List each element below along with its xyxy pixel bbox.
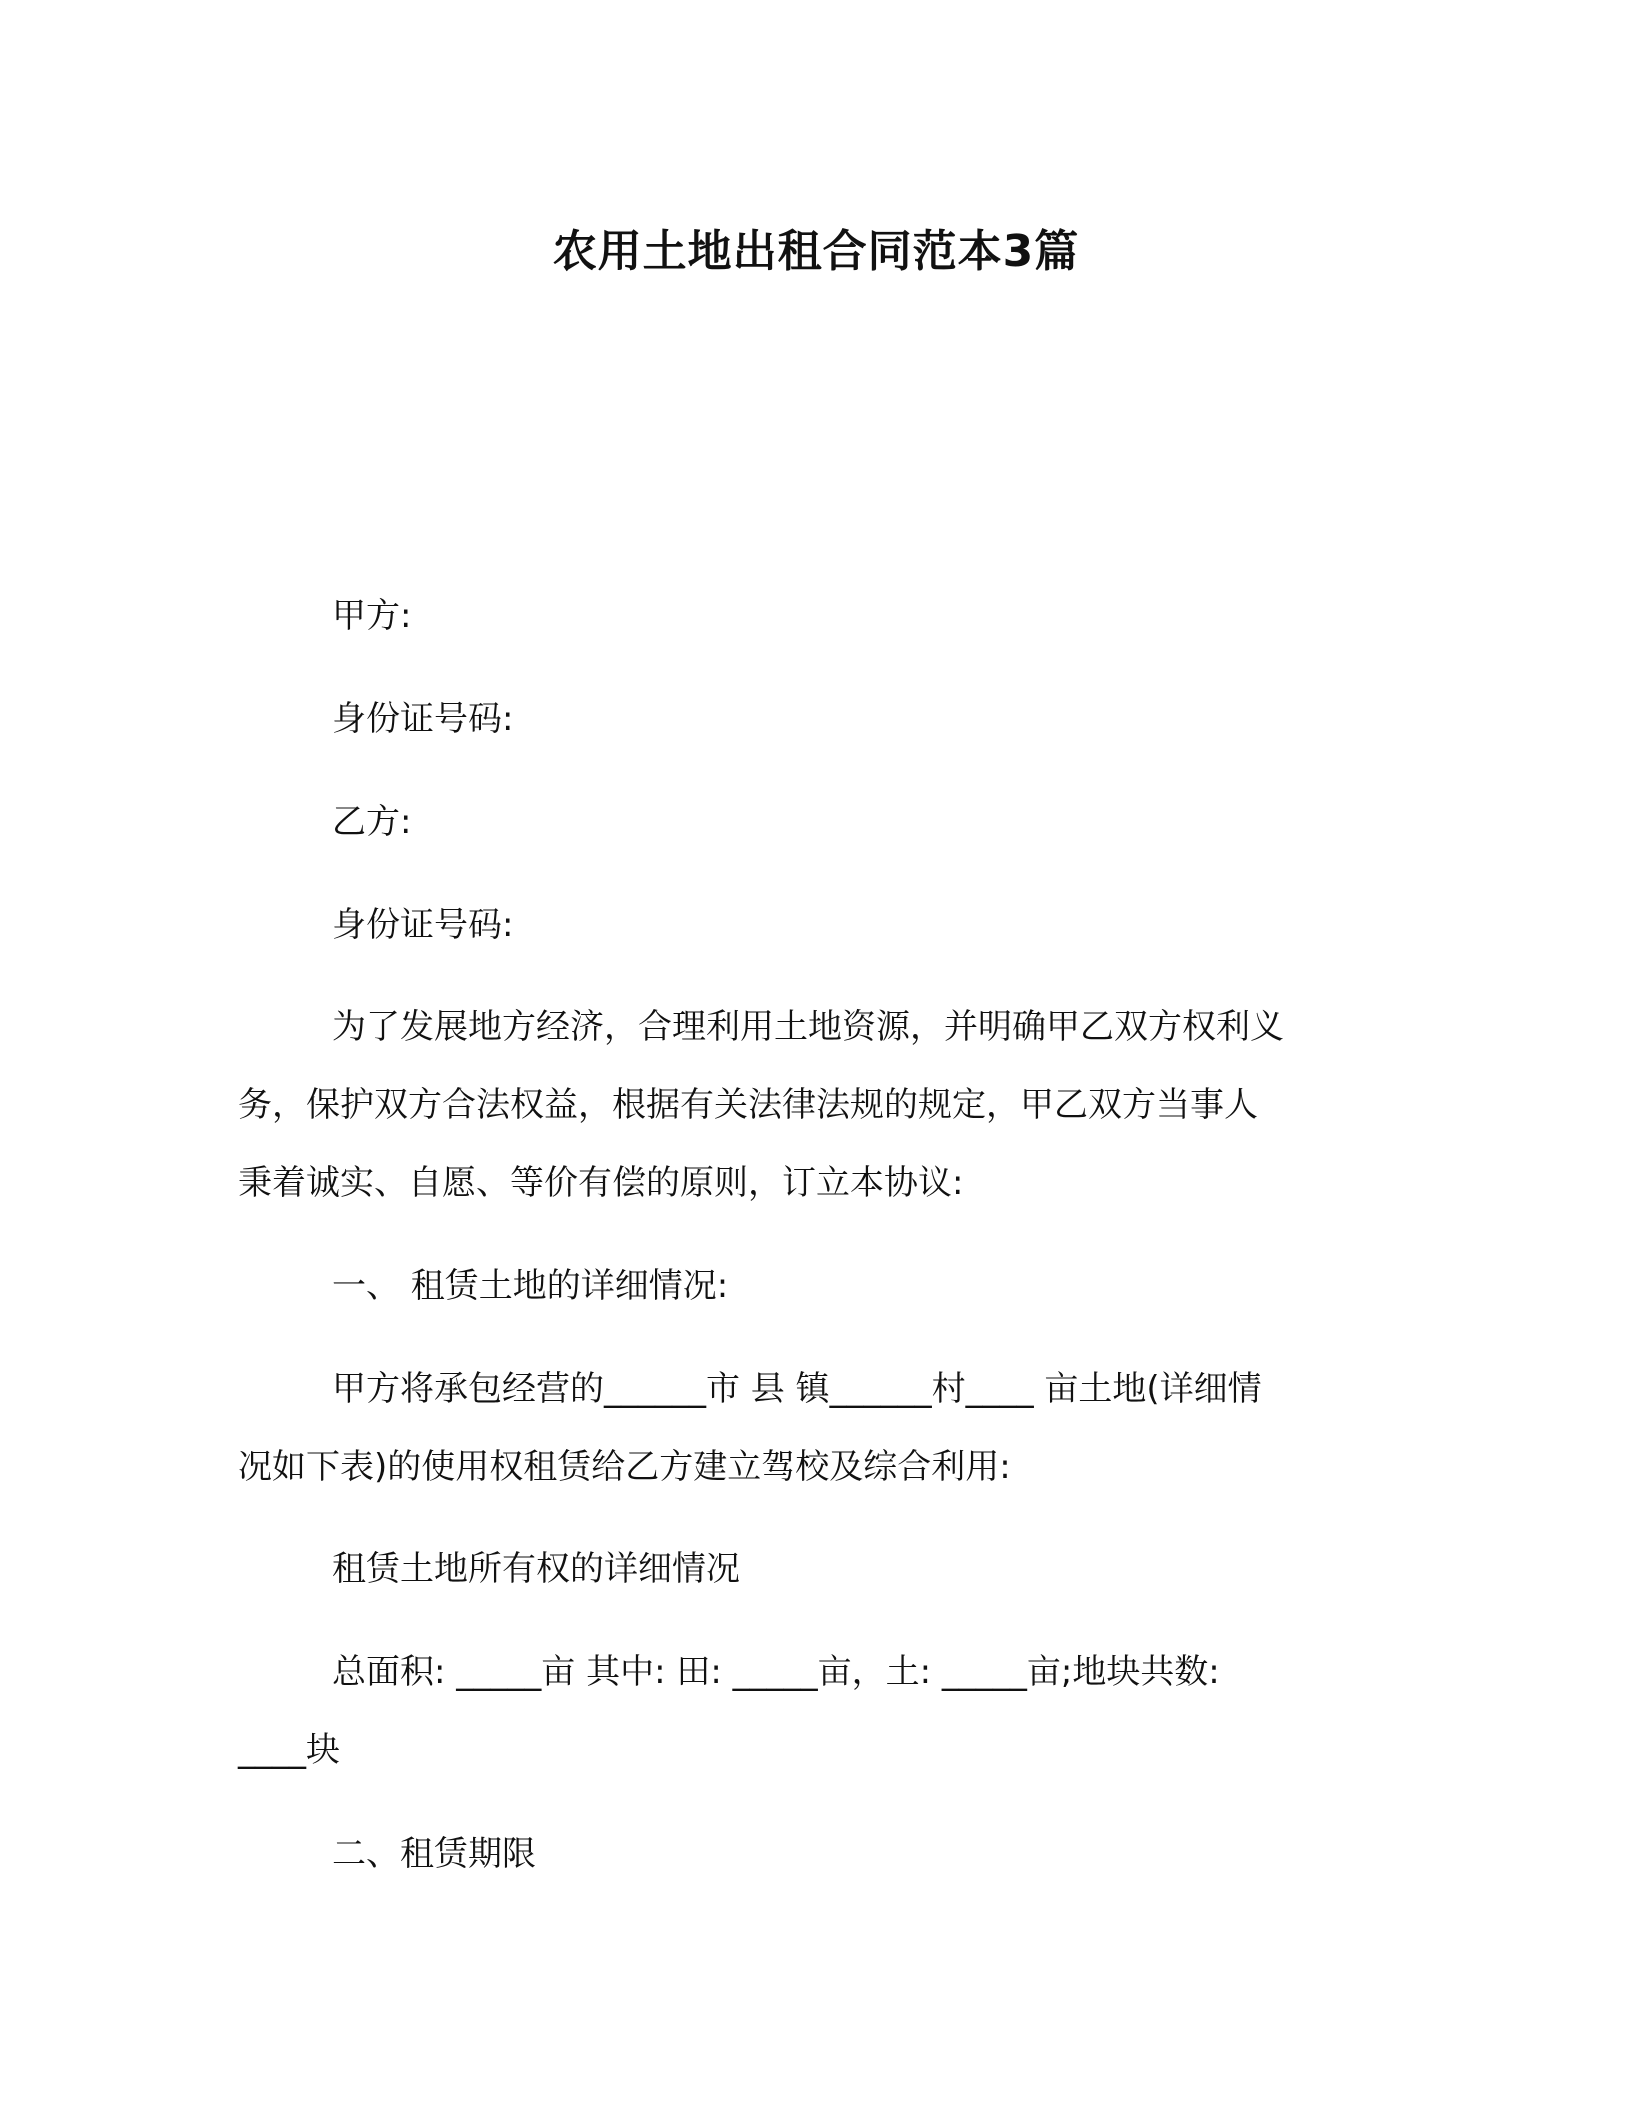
section-1-line-1: 甲方将承包经营的______市 县 镇______村____ 亩土地(详细情 xyxy=(332,1369,1262,1409)
preamble-line-1: 为了发展地方经济，合理利用土地资源，并明确甲乙双方权利义 xyxy=(332,1007,1284,1047)
section-2-heading: 二、租赁期限 xyxy=(332,1834,536,1874)
preamble-line-2: 务，保护双方合法权益，根据有关法律法规的规定，甲乙双方当事人 xyxy=(238,1085,1258,1125)
area-line-2: ____块 xyxy=(238,1730,340,1770)
party-b-id-label: 身份证号码: xyxy=(332,905,514,945)
area-line-1: 总面积: _____亩 其中: 田: _____亩，土: _____亩;地块共数: xyxy=(332,1652,1220,1692)
party-a-id-label: 身份证号码: xyxy=(332,699,514,739)
party-a-label: 甲方: xyxy=(332,596,412,636)
section-1-line-2: 况如下表)的使用权租赁给乙方建立驾校及综合利用: xyxy=(238,1447,1011,1487)
document-title: 农用土地出租合同范本3篇 xyxy=(552,226,1080,277)
preamble-line-3: 秉着诚实、自愿、等价有偿的原则，订立本协议: xyxy=(238,1163,964,1203)
section-1-heading: 一、 租赁土地的详细情况: xyxy=(332,1266,729,1306)
ownership-heading: 租赁土地所有权的详细情况 xyxy=(332,1549,740,1589)
party-b-label: 乙方: xyxy=(332,802,412,842)
